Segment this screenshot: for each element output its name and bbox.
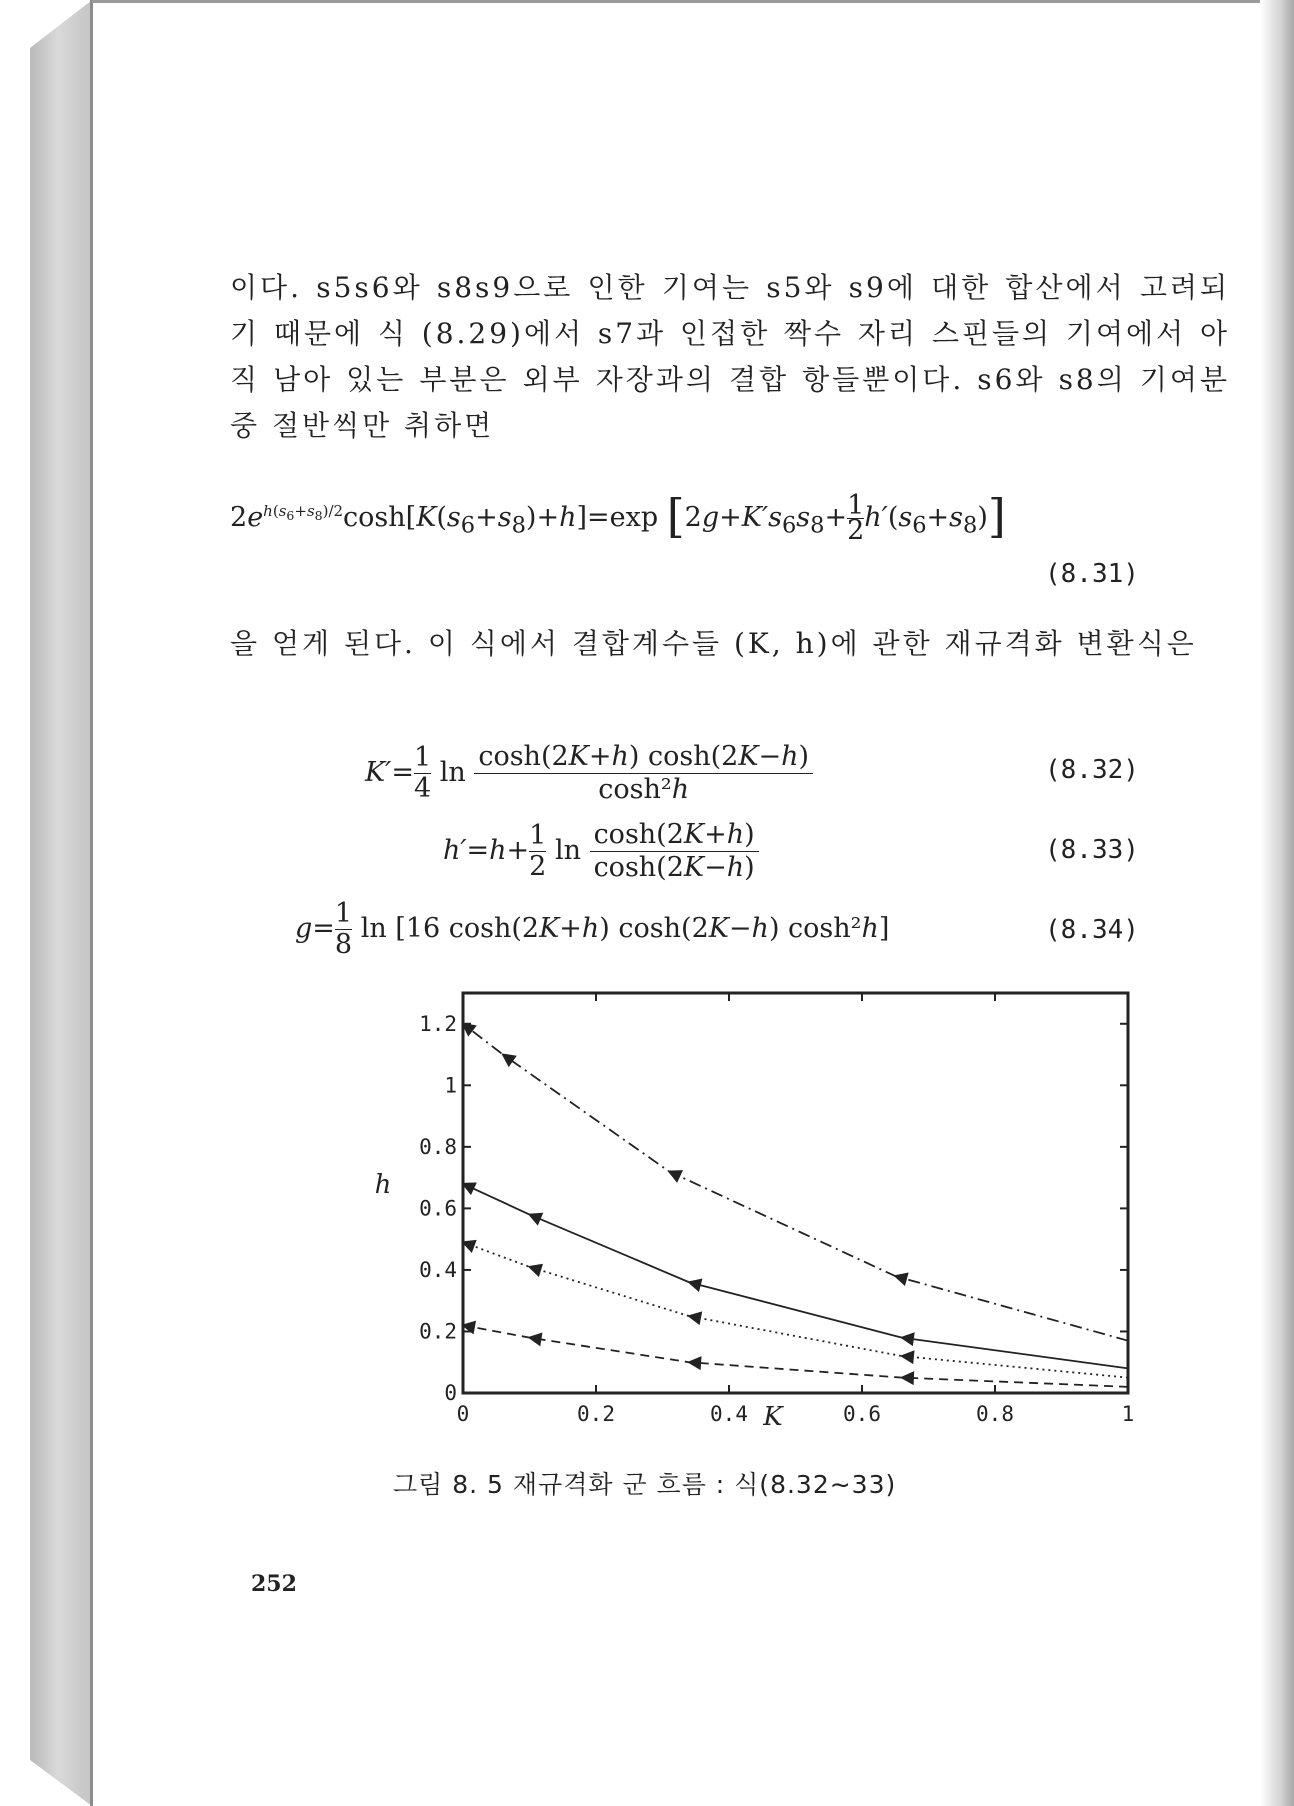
tick-layer [419, 993, 1134, 1426]
flow-arrow-marker [891, 1269, 908, 1286]
page-number: 252 [251, 1571, 297, 1597]
flow-arrow-marker [664, 1164, 683, 1183]
y-tick-label: 0 [444, 1381, 457, 1405]
x-axis-label: K [763, 1402, 783, 1432]
equation-number-8-34: (8.34) [1045, 915, 1139, 945]
equation-8-31: $2e^{h(s_6+s_8)/2}\cosh[K(s_6+s_8)+h]=\exp$ [$2g+K's_6s_8+$ $\frac{1}{2}$ $h'(s_6+s_8)$] [230, 489, 1006, 546]
y-tick-label: 0.8 [419, 1134, 457, 1159]
book-page [93, 3, 1259, 1803]
x-tick-label: 1 [1121, 1402, 1135, 1426]
flow-arrow-marker [687, 1355, 702, 1370]
flow-arrow-marker [686, 1309, 702, 1325]
page-right-shadow [1260, 0, 1294, 1806]
flow-arrow-marker [457, 1017, 477, 1037]
flow-arrow-marker [685, 1275, 702, 1292]
x-tick-label: 0.6 [843, 1402, 881, 1426]
flow-arrow-marker [525, 1207, 543, 1225]
paragraph-intro: 이다. s5s6와 s8s9으로 인한 기여는 s5와 s9에 대한 합산에서 고려되기 때문에 식 (8.29)에서 s7과 인접한 짝수 자리 스핀들의 기여에서 아직 남아 있는 부분은 외부 자장과의 결합 항들뿐이다. s6와 s8의 기여분 중 절반씩만 취하면 [230, 271, 1230, 442]
rg-flow-chart [263, 973, 1135, 1443]
series-line-1 [463, 1024, 1128, 1341]
y-tick-label: 0.4 [419, 1257, 457, 1282]
y-tick-label: 1.2 [419, 1011, 457, 1036]
flow-arrow-marker [526, 1260, 544, 1278]
x-tick-label: 0 [456, 1402, 470, 1426]
series-line-2 [463, 1184, 1128, 1369]
book-spine [30, 0, 92, 1806]
y-axis-label: h [374, 1170, 392, 1200]
y-tick-label: 0.6 [419, 1196, 457, 1221]
x-tick-label: 0.4 [710, 1402, 748, 1426]
flow-arrow-marker [459, 1235, 477, 1253]
y-tick-label: 0.2 [419, 1319, 457, 1344]
equation-number-8-31: (8.31) [1045, 559, 1139, 589]
equation-8-34: g= $\frac{1}{8}$ ln [16 cosh(2K+h) cosh(2K−h) cosh²h] [295, 898, 890, 960]
flow-arrow-marker [900, 1371, 915, 1386]
plot-frame [463, 993, 1128, 1393]
x-tick-label: 0.8 [976, 1402, 1014, 1426]
series-line-4 [463, 1325, 1128, 1387]
x-tick-label: 0.2 [577, 1402, 615, 1426]
y-tick-label: 1 [444, 1073, 457, 1098]
figure-caption: 그림 8. 5 재규격화 군 흐름 : 식(8.32∼33) [393, 1470, 897, 1499]
flow-arrow-marker [899, 1330, 915, 1346]
equation-number-8-33: (8.33) [1045, 835, 1139, 865]
flow-arrow-marker [458, 1177, 477, 1196]
series-layer [457, 1017, 1128, 1387]
paragraph-transform: 을 얻게 된다. 이 식에서 결합계수들 (K, h)에 관한 재규격화 변환식은 [230, 627, 1197, 660]
flow-arrow-marker [899, 1349, 914, 1364]
equation-number-8-32: (8.32) [1045, 755, 1139, 785]
flow-arrow-marker [497, 1048, 517, 1068]
equation-8-32: K′= $\frac{1}{4}$ ln $\frac{\cosh(2K+h) \cosh(2K-h)}{\text{cosh²h}}$ [365, 741, 813, 806]
equation-8-33: h′=h+ $\frac{1}{2}$ ln $\frac{\cosh(2K+h)}{\cosh(2K-h)}$ [443, 819, 759, 884]
